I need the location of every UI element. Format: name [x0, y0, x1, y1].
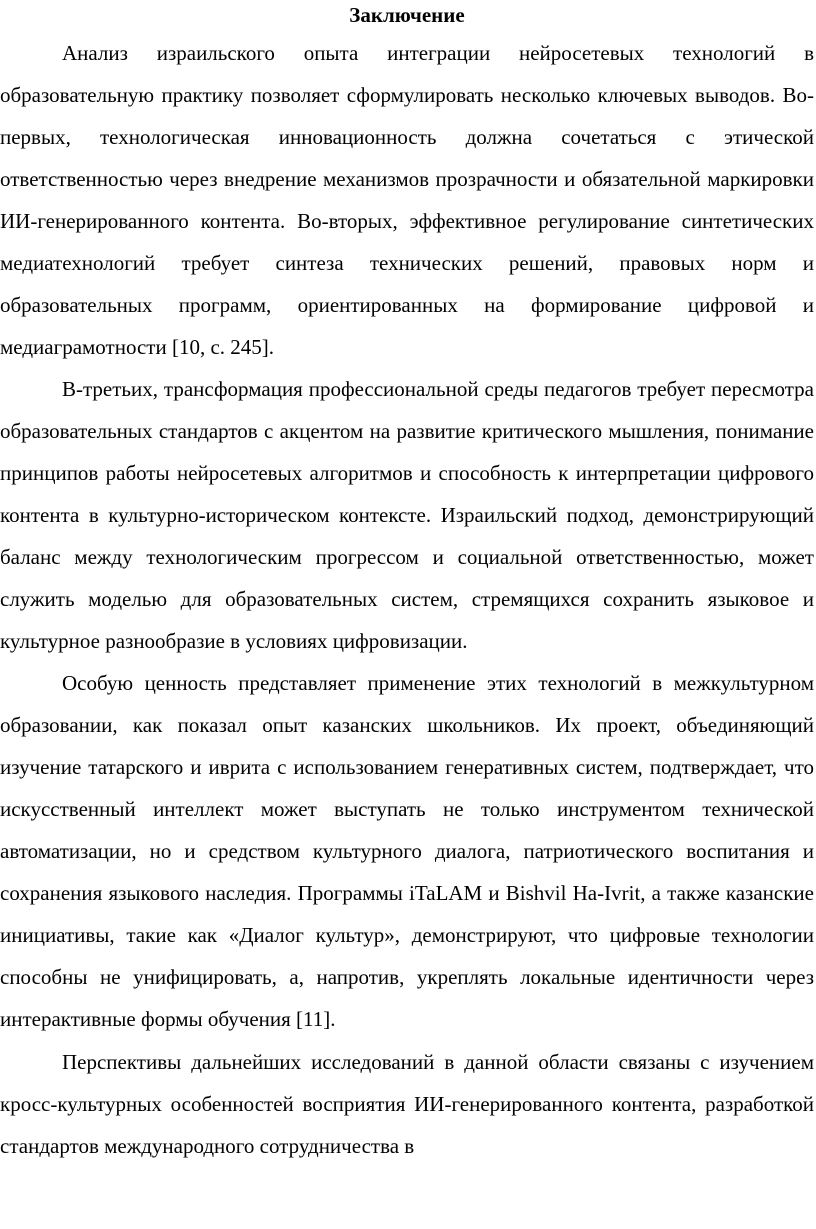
paragraph-4: Перспективы дальнейших исследований в данной области связаны с изучением кросс-культурных особенностей восприятия ИИ-генерированного контента, разработкой стандартов международного сотрудничества в — [0, 1050, 814, 1158]
paragraph-2: В-третьих, трансформация профессиональной среды педагогов требует пересмотра образовательных стандартов с акцентом на развитие критического мышления, понимание принципов работы нейросетевых алгоритмов и способность к интерпретации цифрового контента в культурно-историческом контексте. Израильский подход, демонстрирующий баланс между технологическим прогрессом и социальной ответственностью, может служить моделью для образовательных систем, стремящихся сохранить языковое и культурное разнообразие в условиях цифровизации. — [0, 377, 814, 653]
page-title: Заключение — [349, 3, 465, 27]
paragraph-1: Анализ израильского опыта интеграции нейросетевых технологий в образовательную практику позволяет сформулировать несколько ключевых выводов. Во-первых, технологическая инновационность должна сочетаться с этической ответственностью через внедрение механизмов прозрачности и обязательной маркировки ИИ-генерированного контента. Во-вторых, эффективное регулирование синтетических медиатехнологий требует синтеза технических решений, правовых норм и образовательных программ, ориентированных на формирование цифровой и медиаграмотности [10, с. 245]. — [0, 41, 814, 359]
paragraph-3: Особую ценность представляет применение этих технологий в межкультурном образовании, как показал опыт казанских школьников. Их проект, объединяющий изучение татарского и иврита с использованием генеративных систем, подтверждает, что искусственный интеллект может выступать не только инструментом технической автоматизации, но и средством культурного диалога, патриотического воспитания и сохранения языкового наследия. Программы iTaLAM и Bishvil Ha-Ivrit, а также казанские инициативы, такие как «Диалог культур», демонстрируют, что цифровые технологии способны не унифицировать, а, напротив, укреплять локальные идентичности через интерактивные формы обучения [11]. — [0, 671, 814, 1031]
